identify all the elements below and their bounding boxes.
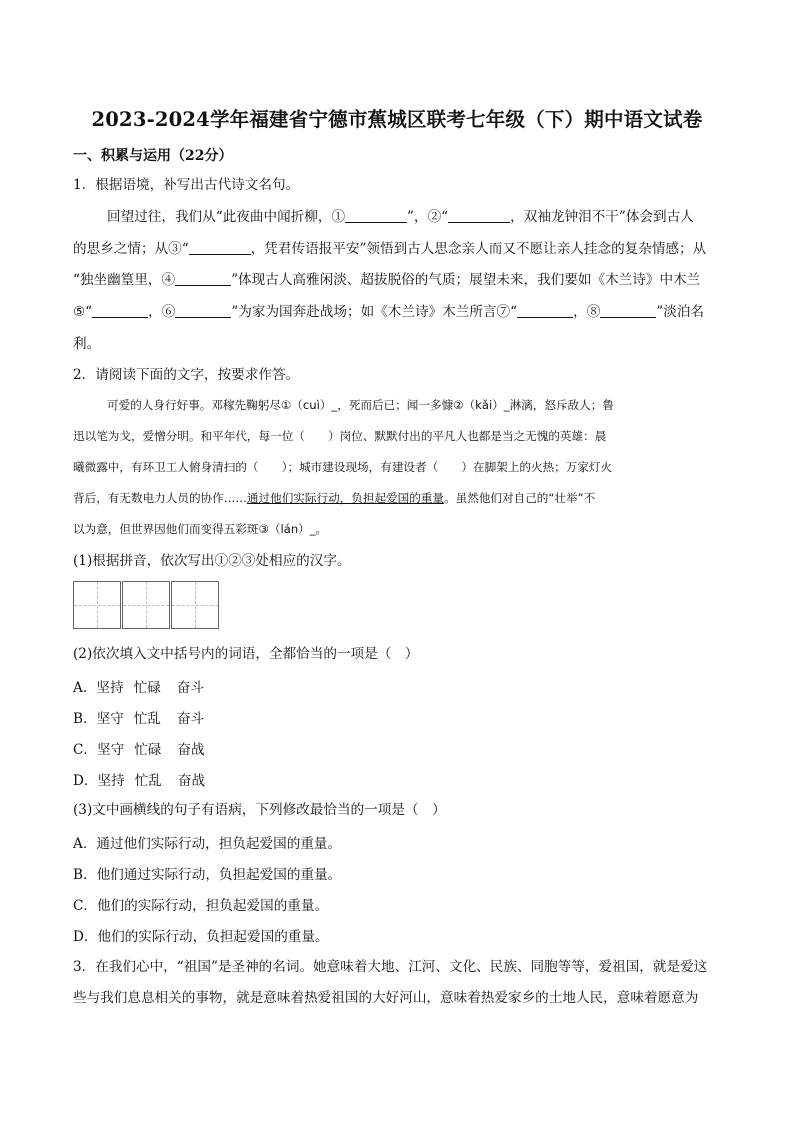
section-heading: 一、积累与运用（22分） (73, 148, 233, 164)
grid-cell-2[interactable] (122, 581, 170, 629)
passage-line-5: 以为意，但世界因他们而变得五彩斑③（lán）_。 (73, 522, 328, 536)
q1-line-4: ⑤“ ，⑥ ”为家为国奔赴战场；如《木兰诗》木兰所言⑦“ ，⑧ ”淡泊名 (73, 304, 705, 320)
answer-blank-1[interactable] (345, 208, 407, 223)
answer-grid[interactable] (73, 581, 219, 629)
s3-option-d[interactable]: D．他们的实际行动，负担起爱国的重量。 (73, 929, 329, 945)
answer-blank-8[interactable] (600, 303, 656, 318)
grid-cell-3[interactable] (171, 581, 219, 629)
q2-prompt: 2．请阅读下面的文字，按要求作答。 (73, 367, 300, 383)
s2-option-b[interactable]: B．坚守 忙乱 奋斗 (73, 711, 205, 727)
answer-blank-4[interactable] (175, 271, 231, 286)
passage-line-1: 可爱的人身行好事。邓稼先鞠躬尽①（cuì）_，死而后已；闻一多慷②（kǎi）_淋漓，怒斥敌人；鲁 (107, 398, 614, 412)
q1-prompt: 1．根据语境，补写出古代诗文名句。 (73, 177, 300, 193)
s2-option-c[interactable]: C．坚守 忙碌 奋战 (73, 742, 205, 758)
q2-sub3: (3)文中画横线的句子有语病，下列修改最恰当的一项是（ ） (73, 802, 446, 818)
q3-line-2: 些与我们息息相关的事物，就是意味着热爱祖国的大好河山，意味着热爱家乡的土地人民，意味着愿意为 (73, 990, 699, 1006)
q1-line-3: “独坐幽篁里，④ ”体现古人高雅闲淡、超拔脱俗的气质；展望未来，我们要如《木兰诗》中木兰 (73, 272, 701, 288)
s3-option-c[interactable]: C．他们的实际行动，担负起爱国的重量。 (73, 898, 329, 914)
answer-blank-5[interactable] (92, 303, 148, 318)
s2-option-d[interactable]: D．坚持 忙乱 奋战 (73, 773, 206, 789)
passage-line-3: 曦微露中，有环卫工人俯身清扫的（ ）；城市建设现场，有建设者（ ）在脚架上的火热；万家灯火 (73, 460, 613, 474)
answer-blank-7[interactable] (517, 303, 573, 318)
passage-line-2: 迅以笔为戈，爱憎分明。和平年代，每一位（ ）岗位、默默付出的平凡人也都是当之无愧的英雄：晨 (73, 429, 607, 443)
answer-blank-3[interactable] (189, 240, 251, 255)
q1-line-1: 回望过往，我们从“此夜曲中闻折柳，① ”，②“ ，双袖龙钟泪不干”体会到古人 (107, 209, 694, 225)
exam-title: 2023-2024学年福建省宁德市蕉城区联考七年级（下）期中语文试卷 (91, 108, 703, 131)
answer-blank-6[interactable] (175, 303, 231, 318)
answer-blank-2[interactable] (448, 208, 510, 223)
q3-line-1: 3．在我们心中，“祖国”是圣神的名词。她意味着大地、江河、文化、民族、同胞等等，爱祖国，就是爱这 (73, 959, 708, 975)
grid-cell-1[interactable] (73, 581, 121, 629)
passage-line-4: 背后，有无数电力人员的协作……通过他们实际行动，负担起爱国的重量。虽然他们对自己的“壮举”不 (73, 491, 596, 505)
q2-sub2: (2)依次填入文中括号内的词语，全都恰当的一项是（ ） (73, 646, 419, 662)
s2-option-a[interactable]: A．坚持 忙碌 奋斗 (73, 680, 204, 696)
underlined-sentence: 通过他们实际行动，负担起爱国的重量 (246, 491, 445, 505)
s3-option-b[interactable]: B．他们通过实际行动，负担起爱国的重量。 (73, 867, 342, 883)
q1-line-5: 利。 (73, 336, 101, 352)
s3-option-a[interactable]: A．通过他们实际行动，担负起爱国的重量。 (73, 836, 342, 852)
q2-sub1: (1)根据拼音，依次写出①②③处相应的汉字。 (73, 553, 351, 569)
q1-line-2: 的思乡之情；从③“ ，凭君传语报平安”领悟到古人思念亲人而又不愿让亲人挂念的复杂情感；从 (73, 241, 707, 257)
